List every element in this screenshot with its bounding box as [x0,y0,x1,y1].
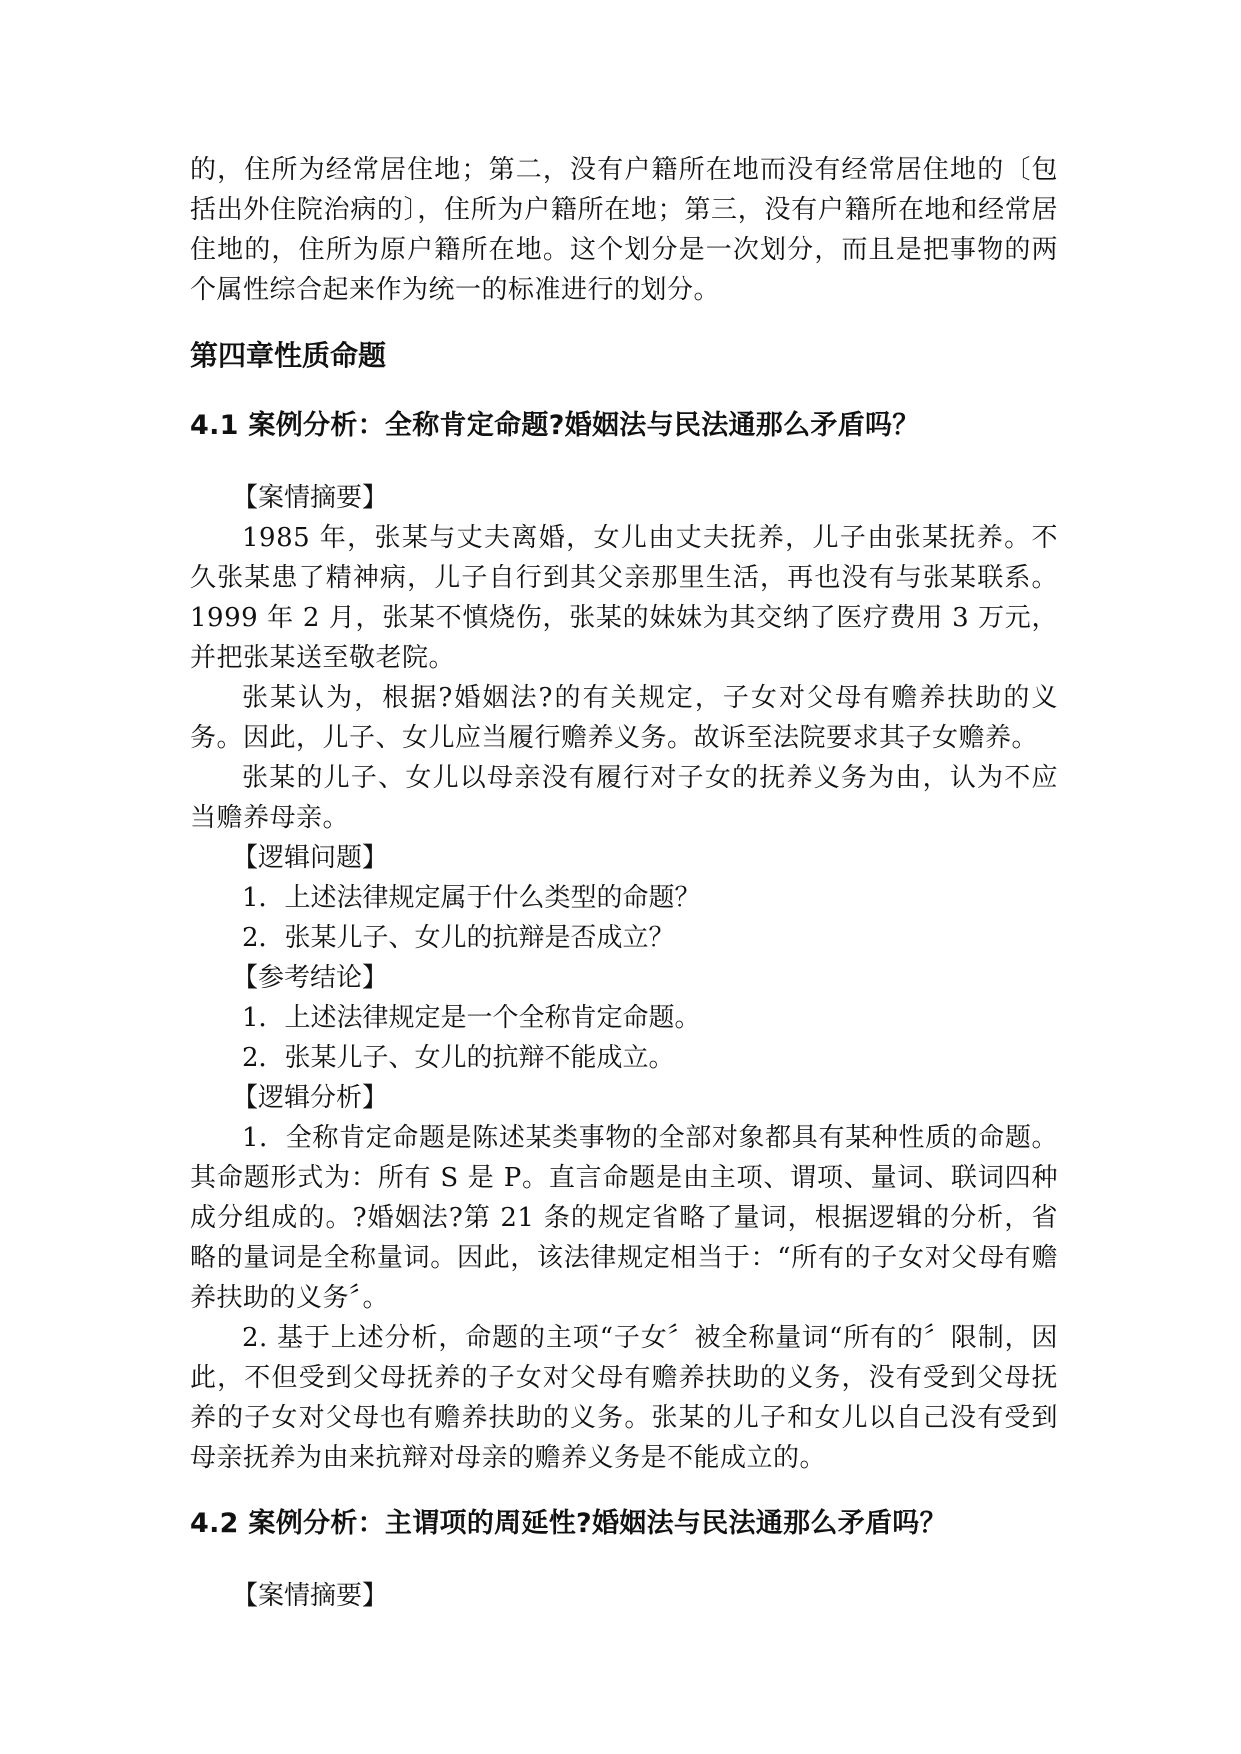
section-4-2-title: 4.2 案例分析：主谓项的周延性?婚姻法与民法通那么矛盾吗？ [190,1508,947,1539]
logic-analysis-label: 【逻辑分析】 [232,1083,389,1113]
chapter-title: 第四章性质命题 [190,339,387,372]
analysis-paragraph: 2. 基于上述分析，命题的主项“子女〞被全称量词“所有的〞限制，因此，不但受到父母抚养的子女对父母有赡养扶助的义务，没有受到父母抚养的子女对父母也有赡养扶助的义务。张某的儿子和女儿以自己没有受到母亲抚养为由来抗辩对母亲的赡养义务是不能成立的。 [190,1323,1058,1473]
case-paragraph: 张某认为，根据?婚姻法?的有关规定，子女对父母有赡养扶助的义务。因此，儿子、女儿应当履行赡养义务。故诉至法院要求其子女赡养。 [190,683,1058,753]
intro-paragraph: 的，住所为经常居住地；第二，没有户籍所在地而没有经常居住地的〔包括出外住院治病的〕，住所为户籍所在地；第三，没有户籍所在地和经常居住地的，住所为原户籍所在地。这个划分是一次划分，而且是把事物的两个属性综合起来作为统一的标准进行的划分。 [190,155,1058,305]
reference-conclusion-label: 【参考结论】 [232,963,389,993]
analysis-paragraph: 1．全称肯定命题是陈述某类事物的全部对象都具有某种性质的命题。其命题形式为：所有 S 是 P。直言命题是由主项、谓项、量词、联词四种成分组成的。?婚姻法?第 21 条的规定省略了量词，根据逻辑的分析，省略的量词是全称量词。因此，该法律规定相当于：“所有的子女对父母有赡养扶助的义务〞。 [190,1123,1058,1313]
case-paragraph: 1985 年，张某与丈夫离婚，女儿由丈夫抚养，儿子由张某抚养。不久张某患了精神病，儿子自行到其父亲那里生活，再也没有与张某联系。1999 年 2 月，张某不慎烧伤，张某的妹妹为其交纳了医疗费用 3 万元，并把张某送至敬老院。 [190,523,1058,673]
section-4-1-title: 4.1 案例分析：全称肯定命题?婚姻法与民法通那么矛盾吗？ [190,410,920,441]
conclusion-item: 1．上述法律规定是一个全称肯定命题。 [242,1003,701,1033]
logic-question-label: 【逻辑问题】 [232,843,389,873]
document-page [190,150,1058,1616]
case-summary-label: 【案情摘要】 [232,483,389,513]
question-item: 1．上述法律规定属于什么类型的命题？ [242,883,701,913]
case-paragraph: 张某的儿子、女儿以母亲没有履行对子女的抚养义务为由，认为不应当赡养母亲。 [190,763,1058,833]
question-item: 2．张某儿子、女儿的抗辩是否成立？ [242,923,675,953]
conclusion-item: 2．张某儿子、女儿的抗辩不能成立。 [242,1043,675,1073]
case-summary-label: 【案情摘要】 [232,1581,389,1611]
